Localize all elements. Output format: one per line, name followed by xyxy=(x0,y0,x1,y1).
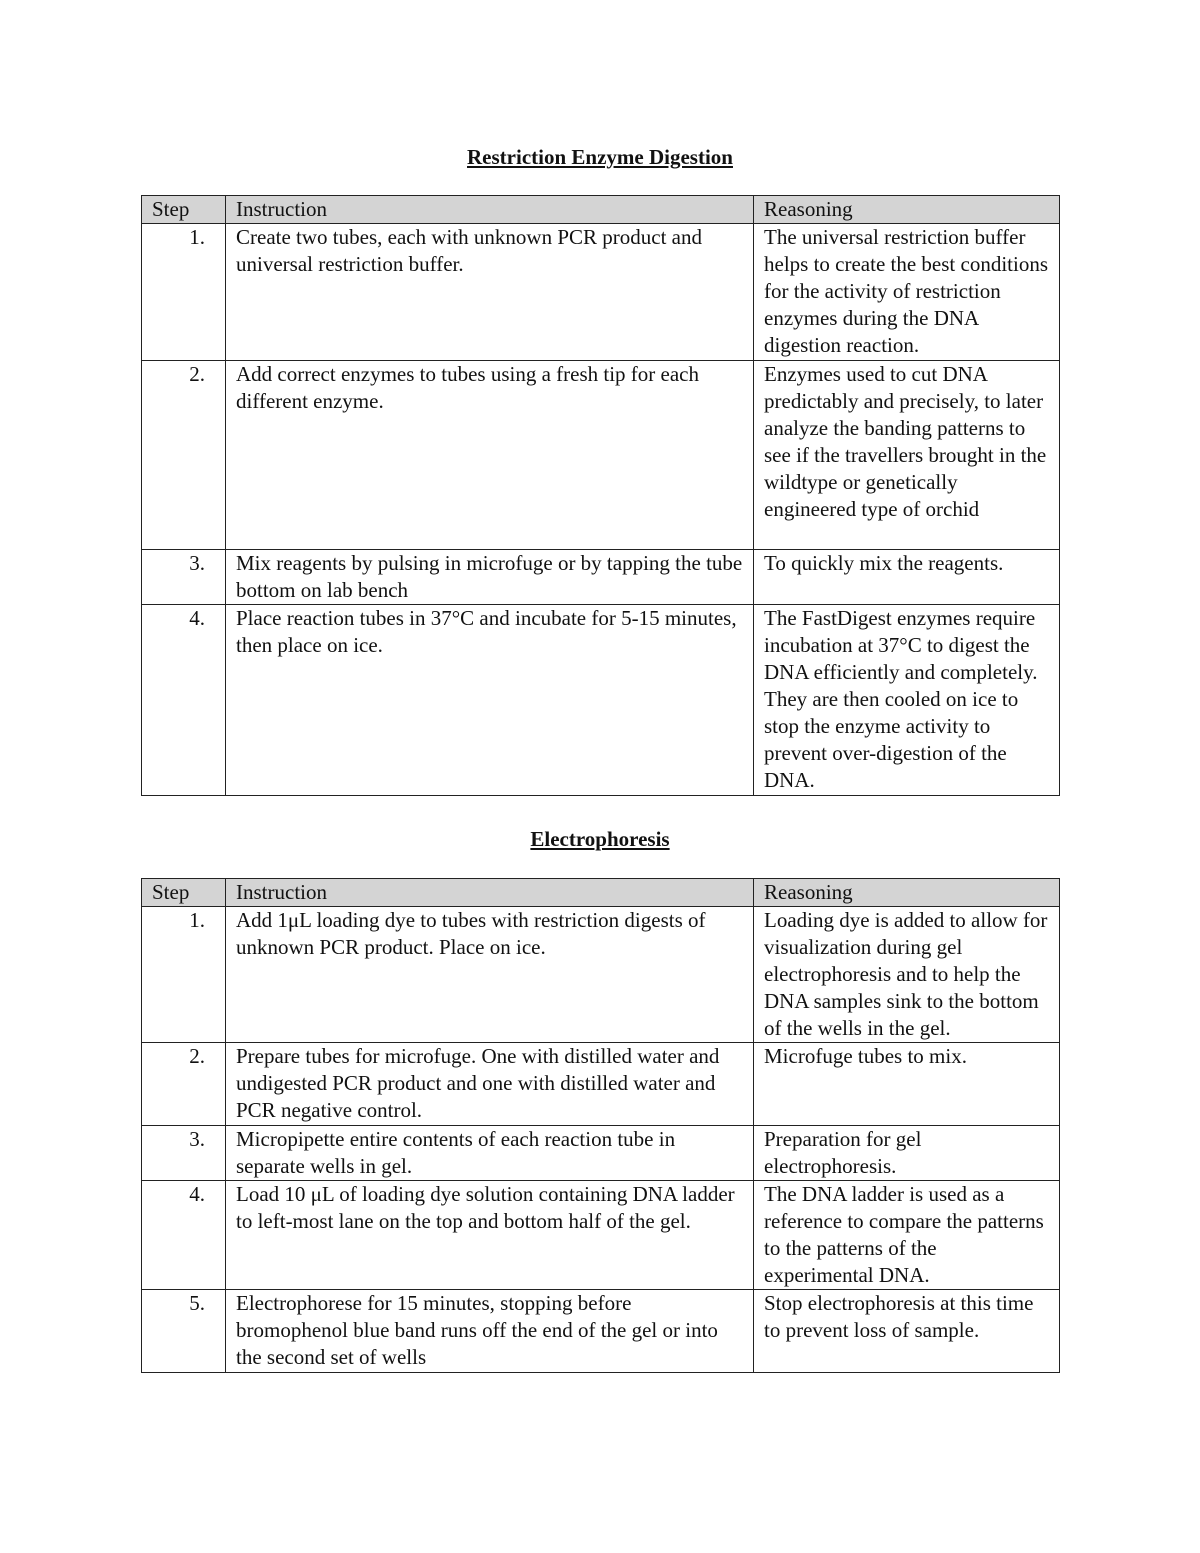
table-row xyxy=(142,1181,1060,1290)
section-title-restriction: Restriction Enzyme Digestion xyxy=(467,145,733,169)
section-title-electrophoresis: Electrophoresis xyxy=(530,827,670,851)
step-number: 3. xyxy=(142,1126,226,1181)
instruction-cell: Load 10 μL of loading dye solution containing DNA ladder to left-most lane on the top and bottom half of the gel. xyxy=(226,1181,754,1290)
header-step: Step xyxy=(142,879,226,907)
instruction-cell: Create two tubes, each with unknown PCR product and universal restriction buffer. xyxy=(226,224,754,361)
instruction-cell: Place reaction tubes in 37°C and incubate for 5-15 minutes, then place on ice. xyxy=(226,605,754,796)
reasoning-cell: The universal restriction buffer helps to create the best conditions for the activity of restriction enzymes during the DNA digestion reaction. xyxy=(754,224,1060,361)
header-step: Step xyxy=(142,196,226,224)
step-number: 3. xyxy=(142,550,226,605)
table-row xyxy=(142,550,1060,605)
header-reasoning: Reasoning xyxy=(754,879,1060,907)
instruction-cell: Electrophorese for 15 minutes, stopping before bromophenol blue band runs off the end of the gel or into the second set of wells xyxy=(226,1290,754,1373)
table-row xyxy=(142,224,1060,361)
header-reasoning: Reasoning xyxy=(754,196,1060,224)
table-row xyxy=(142,1043,1060,1126)
table-row xyxy=(142,1126,1060,1181)
step-number: 1. xyxy=(142,907,226,1043)
table-header-row xyxy=(142,196,1060,224)
table-row xyxy=(142,1290,1060,1373)
header-instruction: Instruction xyxy=(226,196,754,224)
reasoning-cell: Enzymes used to cut DNA predictably and precisely, to later analyze the banding patterns to see if the travellers brought in the wildtype or genetically engineered type of orchid xyxy=(754,361,1060,550)
table-row xyxy=(142,361,1060,550)
step-number: 2. xyxy=(142,361,226,550)
restriction-digestion-table xyxy=(141,195,1060,796)
reasoning-cell: Preparation for gel electrophoresis. xyxy=(754,1126,1060,1181)
reasoning-cell: Loading dye is added to allow for visualization during gel electrophoresis and to help the DNA samples sink to the bottom of the wells in the gel. xyxy=(754,907,1060,1043)
table-header-row xyxy=(142,879,1060,907)
electrophoresis-table xyxy=(141,878,1060,1373)
reasoning-cell: The FastDigest enzymes require incubation at 37°C to digest the DNA efficiently and completely. They are then cooled on ice to stop the enzyme activity to prevent over-digestion of the DNA. xyxy=(754,605,1060,796)
step-number: 4. xyxy=(142,605,226,796)
instruction-cell: Mix reagents by pulsing in microfuge or by tapping the tube bottom on lab bench xyxy=(226,550,754,605)
table-row xyxy=(142,907,1060,1043)
step-number: 2. xyxy=(142,1043,226,1126)
reasoning-cell: Stop electrophoresis at this time to prevent loss of sample. xyxy=(754,1290,1060,1373)
instruction-cell: Prepare tubes for microfuge. One with distilled water and undigested PCR product and one with distilled water and PCR negative control. xyxy=(226,1043,754,1126)
step-number: 4. xyxy=(142,1181,226,1290)
step-number: 5. xyxy=(142,1290,226,1373)
reasoning-cell: Microfuge tubes to mix. xyxy=(754,1043,1060,1126)
reasoning-cell: To quickly mix the reagents. xyxy=(754,550,1060,605)
table-row xyxy=(142,605,1060,796)
header-instruction: Instruction xyxy=(226,879,754,907)
instruction-cell: Add correct enzymes to tubes using a fresh tip for each different enzyme. xyxy=(226,361,754,550)
instruction-cell: Micropipette entire contents of each reaction tube in separate wells in gel. xyxy=(226,1126,754,1181)
instruction-cell: Add 1μL loading dye to tubes with restriction digests of unknown PCR product. Place on ice. xyxy=(226,907,754,1043)
step-number: 1. xyxy=(142,224,226,361)
reasoning-cell: The DNA ladder is used as a reference to compare the patterns to the patterns of the experimental DNA. xyxy=(754,1181,1060,1290)
